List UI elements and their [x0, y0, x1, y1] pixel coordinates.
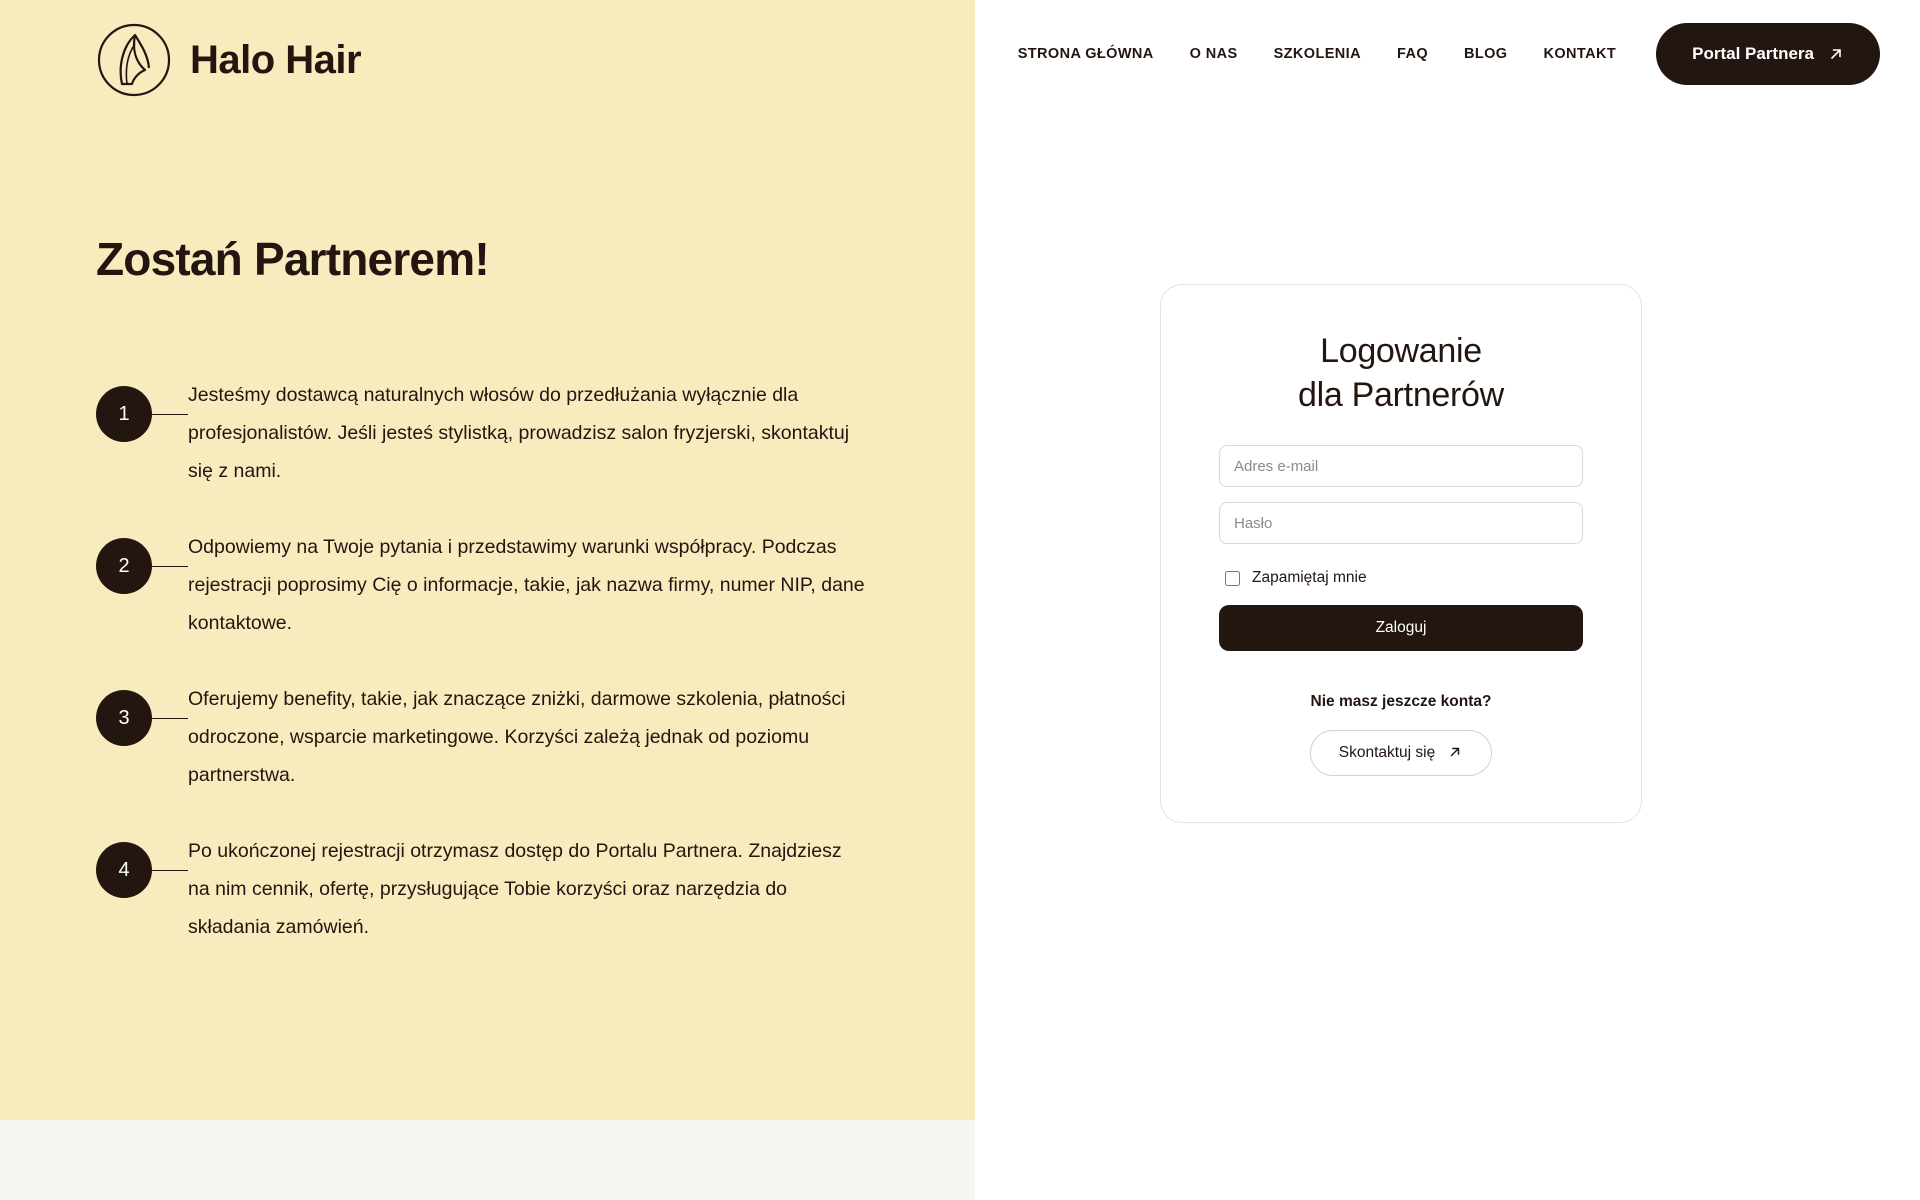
remember-me-row [1225, 569, 1583, 587]
login-card [1160, 284, 1642, 823]
nav-item-o-nas[interactable]: O NAS [1189, 46, 1238, 62]
step-marker [96, 824, 188, 898]
no-account-text: Nie masz jeszcze konta? [1310, 693, 1492, 711]
contact-button[interactable] [1310, 730, 1492, 776]
halo-hair-logo-icon [96, 22, 172, 98]
step-text: Po ukończonej rejestracji otrzymasz dostęp do Portalu Partnera. Znajdziesz na nim cennik, ofertę, przysługujące Tobie korzyści oraz narzędzia do składania zamówień. [188, 840, 842, 938]
list-item [96, 672, 896, 794]
step-connector [152, 870, 188, 871]
step-marker [96, 520, 188, 594]
steps-list [96, 368, 896, 976]
contact-button-label: Skontaktuj się [1338, 744, 1436, 762]
step-text: Jesteśmy dostawcą naturalnych włosów do przedłużania wyłącznie dla profesjonalistów. Jeśli jesteś stylistką, prowadzisz salon fryzjerski, skontaktuj się z nami. [188, 384, 850, 482]
step-marker [96, 672, 188, 746]
nav-item-szkolenia[interactable]: SZKOLENIA [1273, 46, 1361, 62]
nav-links [1018, 46, 1616, 62]
nav-item-faq[interactable]: FAQ [1396, 46, 1428, 62]
login-submit-button[interactable]: Zaloguj [1219, 605, 1583, 651]
arrow-up-right-icon [1447, 745, 1463, 761]
brand-name: Halo Hair [190, 37, 362, 82]
email-field[interactable] [1219, 445, 1583, 487]
nav-item-strona-glowna[interactable]: STRONA GŁÓWNA [1017, 46, 1154, 62]
portal-partnera-label: Portal Partnera [1692, 44, 1814, 63]
login-title-line1: Logowanie [1320, 332, 1482, 370]
remember-me-checkbox[interactable] [1225, 571, 1240, 586]
bottom-strip [0, 1120, 975, 1200]
login-title-line2: dla Partnerów [1298, 376, 1504, 415]
password-field[interactable] [1219, 502, 1583, 544]
remember-me-label: Zapamiętaj mnie [1252, 569, 1367, 587]
arrow-up-right-icon [1828, 46, 1844, 62]
nav-item-blog[interactable]: BLOG [1464, 46, 1508, 62]
step-number-badge: 2 [96, 538, 152, 594]
list-item [96, 824, 896, 946]
step-connector [152, 414, 188, 415]
list-item [96, 368, 896, 490]
portal-partnera-button[interactable] [1656, 23, 1880, 85]
nav-item-kontakt[interactable]: KONTAKT [1543, 46, 1617, 62]
step-marker [96, 368, 188, 442]
step-number-badge: 3 [96, 690, 152, 746]
list-item [96, 520, 896, 642]
step-number-badge: 4 [96, 842, 152, 898]
step-text: Oferujemy benefity, takie, jak znaczące zniżki, darmowe szkolenia, płatności odroczone, wsparcie marketingowe. Korzyści zależą jednak od poziomu partnerstwa. [188, 688, 846, 786]
step-number-badge: 1 [96, 386, 152, 442]
right-panel [975, 0, 1920, 1200]
login-title [1219, 329, 1583, 417]
brand[interactable] [96, 22, 361, 98]
step-text: Odpowiemy na Twoje pytania i przedstawimy warunki współpracy. Podczas rejestracji poprosimy Cię o informacje, takie, jak nazwa firmy, numer NIP, dane kontaktowe. [188, 536, 865, 634]
main-navigation [1018, 22, 1880, 86]
step-connector [152, 566, 188, 567]
step-connector [152, 718, 188, 719]
page-title: Zostań Partnerem! [96, 233, 489, 285]
